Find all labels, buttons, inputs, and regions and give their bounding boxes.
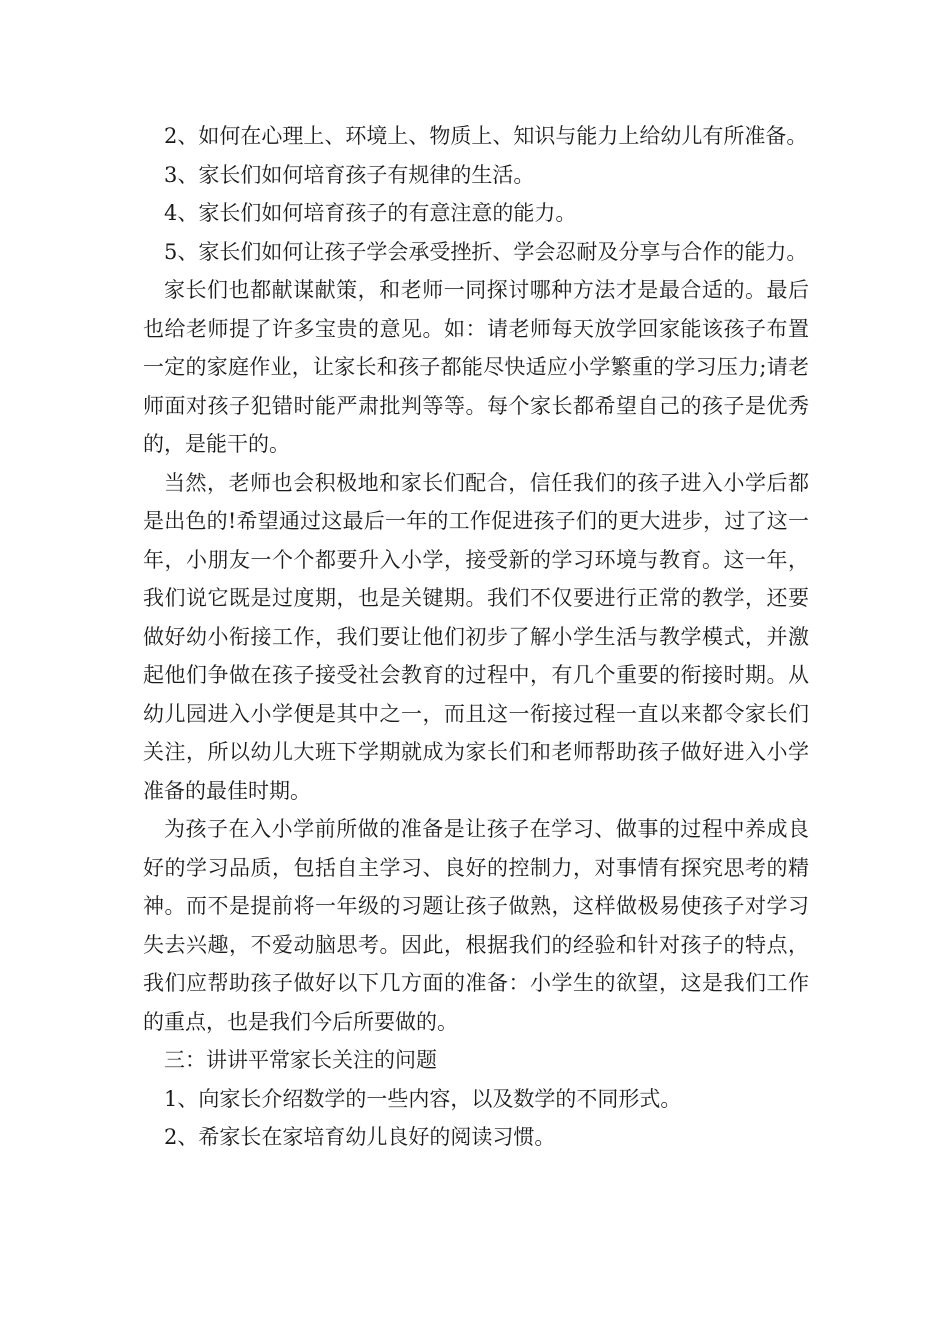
document-body [143, 117, 809, 1157]
list-item-2: 2、如何在心理上、环境上、物质上、知识与能力上给幼儿有所准备。 [164, 124, 808, 148]
paragraph-teacher-cooperation: 当然，老师也会积极地和家长们配合，信任我们的孩子进入小学后都是出色的!希望通过这最后一年的工作促进孩子们的更大进步，过了这一年，小朋友一个个都要升入小学，接受新的学习环境与教育。这一年，我们说它既是过度期，也是关键期。我们不仅要进行正常的教学，还要做好幼小衔接工作，我们要让他们初步了解小学生活与教学模式，并激起他们争做在孩子接受社会教育的过程中，有几个重要的衔接时期。从幼儿园进入小学便是其中之一，而且这一衔接过程一直以来都令家长们关注，所以幼儿大班下学期就成为家长们和老师帮助孩子做好进入小学准备的最佳时期。 [143, 470, 809, 803]
list-item-5: 5、家长们如何让孩子学会承受挫折、学会忍耐及分享与合作的能力。 [164, 239, 808, 264]
paragraph-parents-suggestions: 家长们也都献谋献策，和老师一同探讨哪种方法才是最合适的。最后也给老师提了许多宝贵的意见。如：请老师每天放学回家能该孩子布置一定的家庭作业，让家长和孩子都能尽快适应小学繁重的学习压力;请老师面对孩子犯错时能严肃批判等等。每个家长都希望自己的孩子是优秀的，是能干的。 [143, 278, 809, 456]
list-item-math: 1、向家长介绍数学的一些内容，以及数学的不同形式。 [164, 1086, 682, 1111]
list-item-3: 3、家长们如何培育孩子有规律的生活。 [164, 162, 535, 187]
list-item-reading: 2、希家长在家培育幼儿良好的阅读习惯。 [164, 1125, 556, 1149]
list-item-4: 4、家长们如何培育孩子的有意注意的能力。 [164, 201, 577, 225]
paragraph-preparation: 为孩子在入小学前所做的准备是让孩子在学习、做事的过程中养成良好的学习品质，包括自主学习、良好的控制力，对事情有探究思考的精神。而不是提前将一年级的习题让孩子做熟，这样做极易使孩子对学习失去兴趣，不爱动脑思考。因此，根据我们的经验和针对孩子的特点，我们应帮助孩子做好以下几方面的准备：小学生的欲望，这是我们工作的重点，也是我们今后所要做的。 [143, 817, 809, 1034]
section-heading-three: 三：讲讲平常家长关注的问题 [164, 1048, 437, 1072]
